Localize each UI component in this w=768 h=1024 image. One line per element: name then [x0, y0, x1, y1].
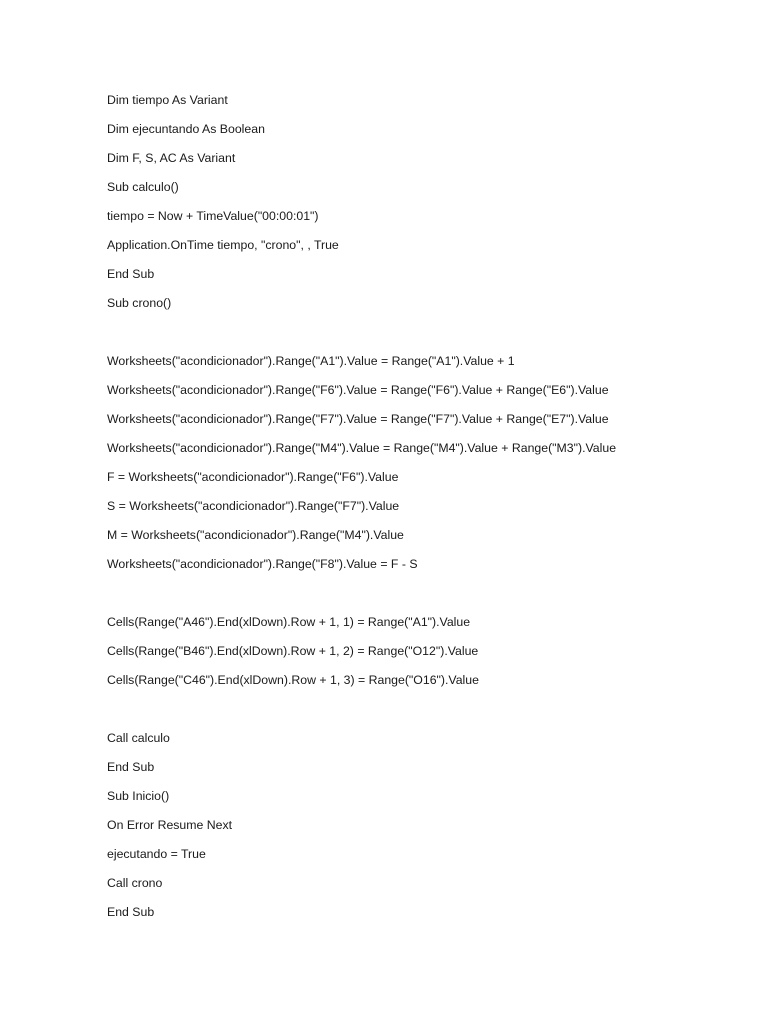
code-line: Cells(Range("A46").End(xlDown).Row + 1, 1) = Range("A1").Value [107, 615, 471, 629]
code-line: Sub Inicio() [107, 789, 170, 803]
code-line: On Error Resume Next [107, 818, 233, 832]
code-line: Call crono [107, 876, 163, 890]
code-line: Dim F, S, AC As Variant [107, 151, 236, 165]
blank-line [107, 698, 616, 727]
blank-line [107, 321, 616, 350]
code-line: Dim ejecuntando As Boolean [107, 122, 265, 136]
code-line: Call calculo [107, 731, 170, 745]
code-line: Worksheets("acondicionador").Range("A1").Value = Range("A1").Value + 1 [107, 354, 515, 368]
blank-line [107, 582, 616, 611]
code-line: Worksheets("acondicionador").Range("F6").Value = Range("F6").Value + Range("E6").Value [107, 383, 609, 397]
code-line: End Sub [107, 905, 155, 919]
code-line: Worksheets("acondicionador").Range("F8").Value = F - S [107, 557, 418, 571]
code-line: Worksheets("acondicionador").Range("F7").Value = Range("F7").Value + Range("E7").Value [107, 412, 609, 426]
code-line: Dim tiempo As Variant [107, 93, 228, 107]
vba-code-block [107, 89, 616, 930]
code-line: Sub calculo() [107, 180, 179, 194]
code-line: Cells(Range("B46").End(xlDown).Row + 1, 2) = Range("O12").Value [107, 644, 479, 658]
code-line: M = Worksheets("acondicionador").Range("M4").Value [107, 528, 404, 542]
code-line: ejecutando = True [107, 847, 206, 861]
code-line: Worksheets("acondicionador").Range("M4").Value = Range("M4").Value + Range("M3").Value [107, 441, 617, 455]
code-line: F = Worksheets("acondicionador").Range("F6").Value [107, 470, 399, 484]
code-line: Sub crono() [107, 296, 172, 310]
code-line: End Sub [107, 760, 155, 774]
code-line: S = Worksheets("acondicionador").Range("F7").Value [107, 499, 400, 513]
code-line: Cells(Range("C46").End(xlDown).Row + 1, 3) = Range("O16").Value [107, 673, 479, 687]
code-line: Application.OnTime tiempo, "crono", , True [107, 238, 339, 252]
code-line: End Sub [107, 267, 155, 281]
code-line: tiempo = Now + TimeValue("00:00:01") [107, 209, 319, 223]
